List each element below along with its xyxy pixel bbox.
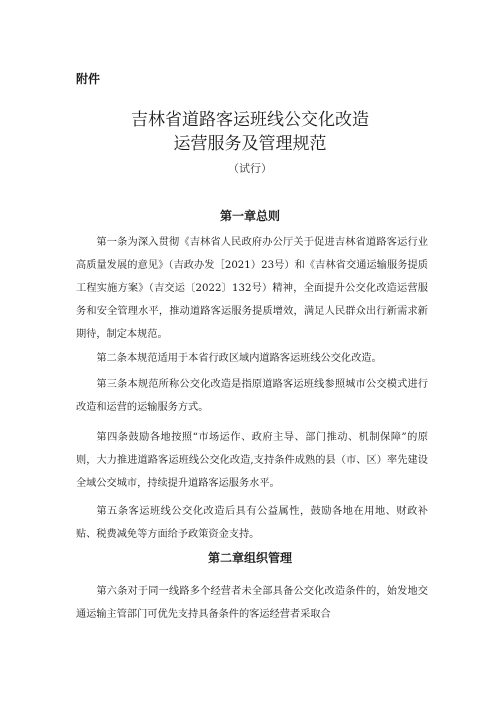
article-6: 第六条对于同一线路多个经营者未全部具备公交化改造条件的，始发地交通运输主管部门可优先支持具备条件的客运经营者采取合 xyxy=(76,586,428,620)
chapter-1-heading: 第一章总则 xyxy=(219,209,280,223)
attachment-label: 附件 xyxy=(76,72,101,86)
document-title-line2: 运营服务及管理规范 xyxy=(173,134,327,154)
chapter-2-heading: 第二章组织管理 xyxy=(207,551,292,565)
document-title-line1: 吉林省道路客运班线公交化改造 xyxy=(131,110,369,130)
article-2: 第二条本规范适用于本省行政区域内道路客运班线公交化改造。 xyxy=(96,353,382,364)
document-subtitle: （试行） xyxy=(228,162,272,175)
article-3: 第三条本规范所称公交化改造是指原道路客运班线参照城市公交模式进行改造和运营的运输服务方式。 xyxy=(76,379,428,413)
article-1: 第一条为深入贯彻《吉林省人民政府办公厅关于促进吉林省道路客运行业高质量发展的意见》（吉政办发［2021）23号）和《吉林省交通运输服务提质工程实施方案》（吉交运〔2022〕132号）精神，全面提升公交化改造运营服务和安全管理水平，推动道路客运服务提质增效，满足人民群众出行新需求新期待，制定本规范。 xyxy=(76,237,428,340)
article-4: 第四条鼓励各地按照“市场运作、政府主导、部门推动、机制保障”的原则，大力推进道路客运班线公交化改造,支持条件成熟的县（市、区）率先建设全域公交城市，持续提升道路客运服务水平。 xyxy=(76,432,428,489)
article-5: 第五条客运班线公交化改造后具有公益属性，鼓励各地在用地、财政补贴、税费减免等方面给予政策资金支持。 xyxy=(76,506,428,540)
